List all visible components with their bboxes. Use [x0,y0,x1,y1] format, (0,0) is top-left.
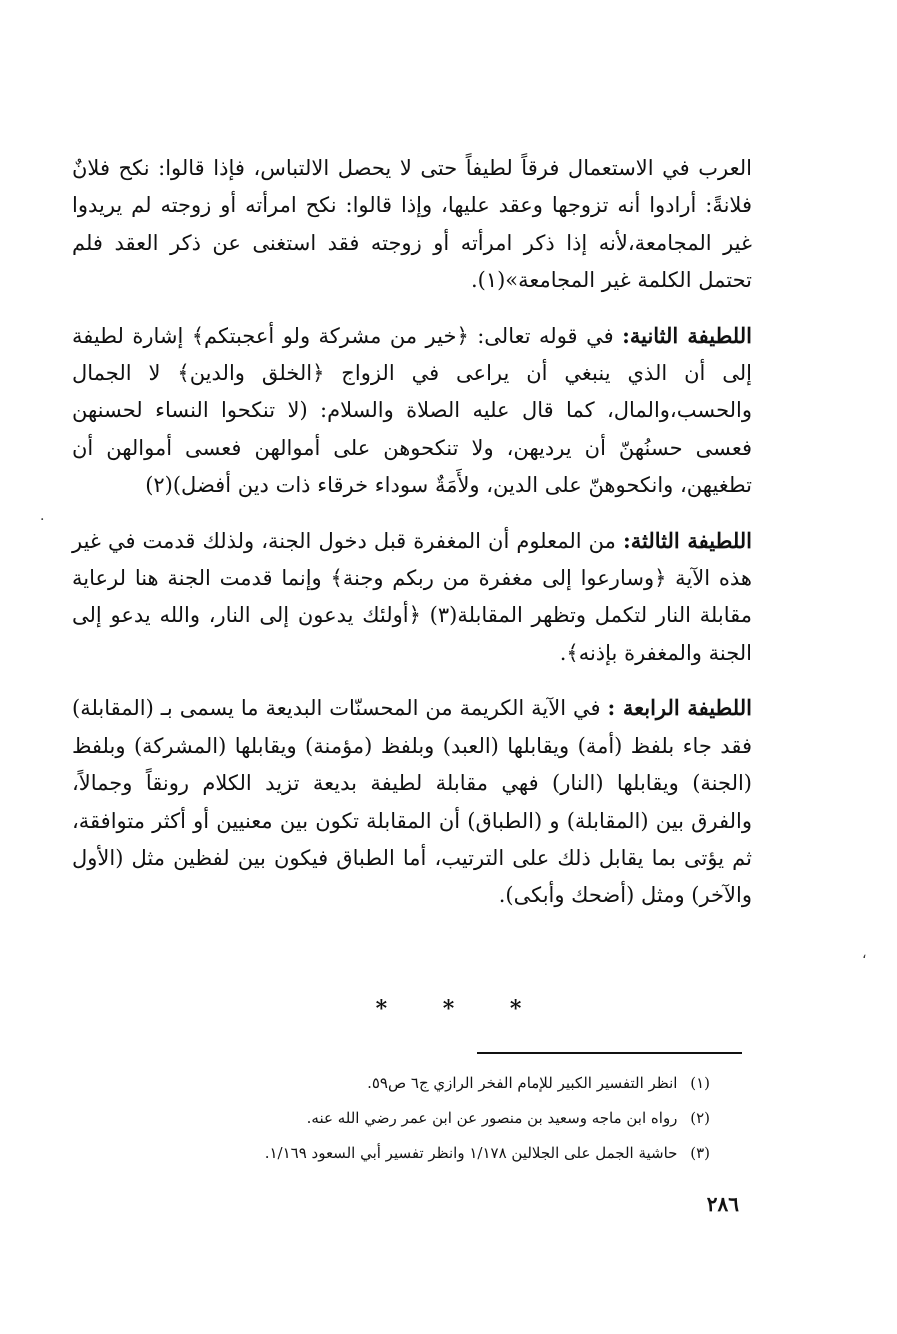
paragraph-1-text: العرب في الاستعمال فرقاً لطيفاً حتى لا يحصل الالتباس، فإذا قالوا: نكح فلانٌ فلانةً: أرادوا أنه تزوجها وعقد عليها، وإذا قالوا: نكح امرأته أو زوجته لم يريدوا غير المجامعة،لأنه إذا ذكر امرأته أو زوجته فقد استغنى عن ذكر العقد فلم تحتمل الكلمة غير المجامعة»(١). [72,156,752,293]
footnote-3-mark: (٣) [690,1144,710,1162]
margin-dot: · [40,512,45,528]
paragraph-4 [72,689,752,914]
paragraph-3-label: اللطيفة الثالثة: [622,527,753,553]
footnote-2-mark: (٢) [690,1109,710,1127]
section-separator: * * * [375,996,546,1022]
main-text [72,150,752,932]
paragraph-2 [72,317,752,505]
paragraph-4-label: اللطيفة الرابعة : [607,695,752,721]
footnote-2 [72,1101,710,1136]
page-number: ٢٨٦ [706,1192,739,1216]
footnote-1-mark: (١) [690,1074,710,1092]
footnote-2-text: رواه ابن ماجه وسعيد بن منصور عن ابن عمر رضي الله عنه. [306,1109,678,1127]
paragraph-4-text: في الآية الكريمة من المحسنّات البديعة ما يسمى بـ (المقابلة) فقد جاء بلفظ (أمة) ويقابلها (العبد) وبلفظ (مؤمنة) ويقابلها (المشركة) وبلفظ (الجنة) ويقابلها (النار) فهي مقابلة لطيفة بديعة تزيد الكلام رونقاً وجمالاً، والفرق بين (المقابلة) و (الطباق) أن المقابلة تكون بين معنيين أو أكثر متوافقة، ثم يؤتى بما يقابل ذلك على الترتيب، أما الطباق فيكون بين لفظين مثل (الأول والآخر) ومثل (أضحك وأبكى). [72,696,752,908]
footnote-3-text: حاشية الجمل على الجلالين ١/١٧٨ وانظر تفسير أبي السعود ١/١٦٩. [264,1144,678,1162]
paragraph-2-text: في قوله تعالى: ﴿خير من مشركة ولو أعجبتكم﴾ إشارة لطيفة إلى أن الذي ينبغي أن يراعى في الزواج ﴿الخلق والدين﴾ لا الجمال والحسب،والمال، كما قال عليه الصلاة والسلام: (لا تنكحوا النساء لحسنهن فعسى حسنُهنّ أن يرديهن، ولا تنكحوهن على أموالهن فعسى أموالهن أن تطغيهن، وانكحوهنّ على الدين، ولأَمَةٌ سوداء خرقاء ذات دين أفضل)(٢) [72,323,752,498]
paragraph-3 [72,522,752,673]
paragraph-3-text: من المعلوم أن المغفرة قبل دخول الجنة، ولذلك قدمت في غير هذه الآية ﴿وسارعوا إلى مغفرة من ربكم وجنة﴾ وإنما قدمت الجنة هنا لرعاية مقابلة النار لتكمل وتظهر المقابلة(٣) ﴿أولئك يدعون إلى النار، والله يدعو إلى الجنة والمغفرة بإذنه﴾. [72,528,753,665]
paragraph-2-label: اللطيفة الثانية: [622,322,752,348]
margin-mark: ، [862,946,867,962]
footnote-1 [72,1066,710,1101]
paragraph-1 [72,150,752,300]
footnotes [72,1066,710,1171]
footnote-1-text: انظر التفسير الكبير للإمام الفخر الرازي ج٦ ص٥٩. [367,1074,678,1092]
footnote-divider [477,1052,742,1054]
footnote-3 [72,1136,710,1171]
